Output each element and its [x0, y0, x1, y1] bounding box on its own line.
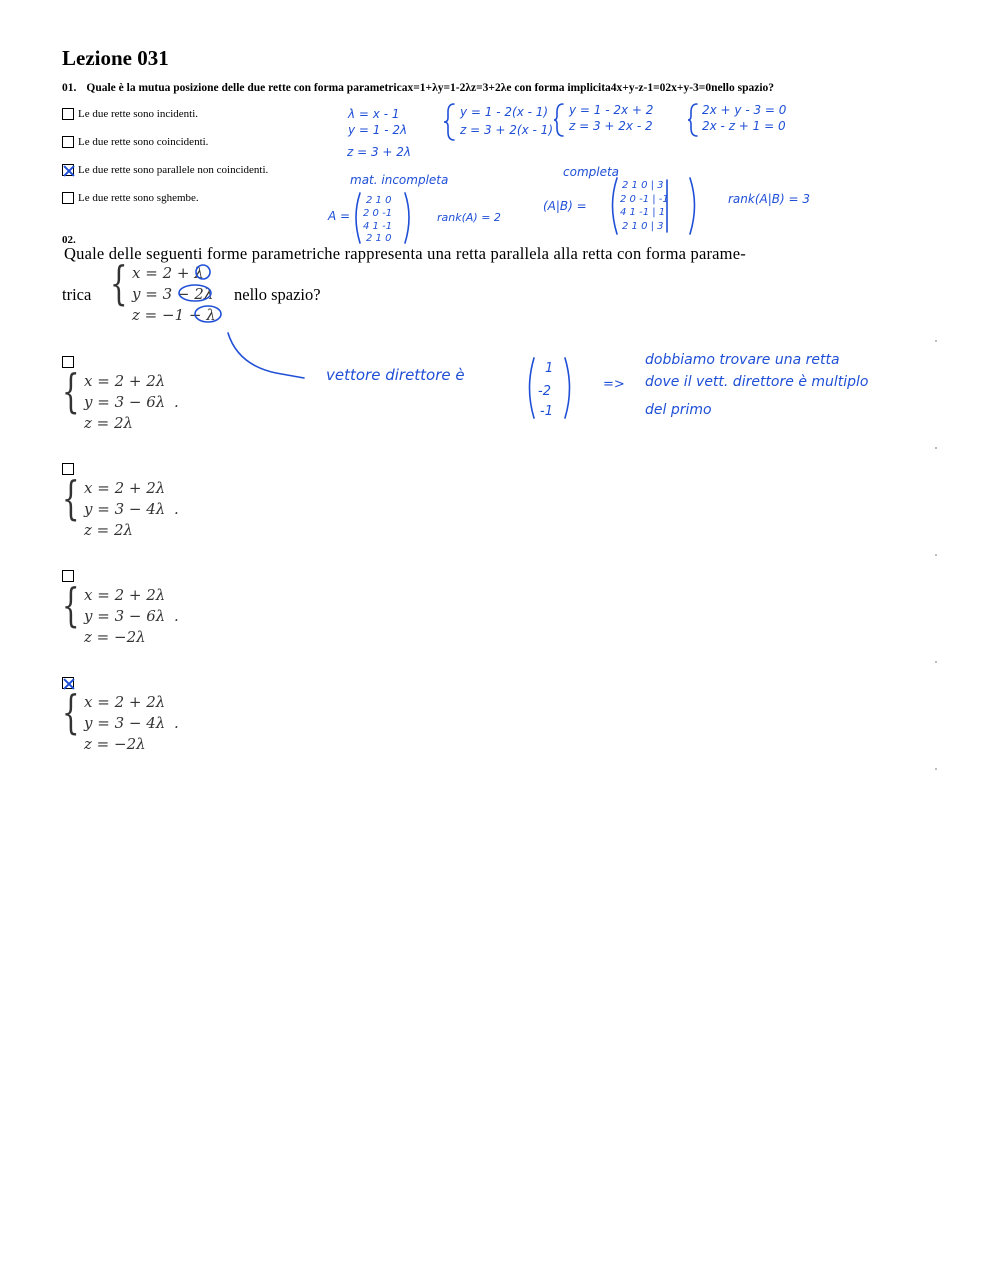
svg-text:2 1 0 | 3: 2 1 0 | 3	[622, 180, 664, 191]
svg-text:2 0 -1 | -1: 2 0 -1 | -1	[620, 194, 669, 205]
q1-option-2-label: Le due rette sono coincidenti.	[78, 136, 209, 148]
svg-text:2 1 0: 2 1 0	[366, 195, 392, 206]
svg-text:-1: -1	[540, 404, 553, 419]
question-2-system: { x = 2 + λ y = 3 − 2λ z = −1 − λ	[110, 256, 216, 324]
hw-vettore: vettore direttore è	[326, 366, 465, 384]
hw-brace	[444, 104, 454, 140]
q1-option-2-checkbox[interactable]	[62, 136, 74, 148]
hw-simpl-y: y = 1 - 2x + 2	[569, 103, 654, 117]
hw-paren	[690, 178, 695, 234]
q2-option-4-line-x: x = 2 + 2λ	[84, 693, 166, 711]
svg-text:-2: -2	[538, 384, 551, 399]
q1-option-3-checkbox[interactable]	[62, 164, 74, 176]
hw-ab-label: (A|B) =	[543, 199, 587, 213]
q2-option-2-line-y: y = 3 − 4λ	[84, 500, 166, 518]
hw-completa: completa	[563, 165, 620, 179]
question-2-text-word: trica	[62, 285, 92, 304]
q2-option-2[interactable]: { x = 2 + 2λ y = 3 − 4λ z = 2λ .	[62, 463, 202, 543]
page-title: Lezione 031	[62, 46, 169, 70]
system-line-x: x = 2 + λ	[132, 264, 204, 282]
question-1	[62, 82, 774, 94]
hw-sub-z: z = 3 + 2(x - 1)	[460, 123, 553, 137]
hw-paren	[356, 193, 360, 243]
hw-sub-y: y = 1 - 2(x - 1)	[460, 105, 549, 119]
hw-rank-a: rank(A) = 2	[437, 211, 501, 224]
q2-option-4-line-z: z = −2λ	[84, 735, 146, 753]
svg-text:4 1 -1: 4 1 -1	[363, 221, 393, 232]
q2-option-2-line-x: x = 2 + 2λ	[84, 479, 166, 497]
hw-impl-1: 2x + y - 3 = 0	[702, 103, 787, 117]
hw-impl-2: 2x - z + 1 = 0	[702, 119, 786, 133]
q1-option-1-label: Le due rette sono incidenti.	[78, 108, 199, 120]
hw-y: y = 1 - 2λ	[348, 123, 408, 137]
hw-note-2: dove il vett. direttore è multiplo	[645, 374, 869, 390]
question-2-text: Quale delle seguenti forme parametriche rappresenta una retta parallela alla retta con forma parame-	[64, 244, 746, 263]
q2-option-3-line-x: x = 2 + 2λ	[84, 586, 166, 604]
q1-option-3-label: Le due rette sono parallele non coincidenti.	[78, 164, 269, 176]
system-line-y: y = 3 − 2λ	[132, 285, 214, 303]
q2-option-3[interactable]: { x = 2 + 2λ y = 3 − 6λ z = −2λ .	[62, 570, 202, 650]
hw-paren	[530, 358, 535, 418]
hw-lambda: λ = x - 1	[348, 107, 400, 121]
hw-note-3: del primo	[645, 402, 712, 418]
q1-option-1-checkbox[interactable]	[62, 108, 74, 120]
svg-text:2 1 0: 2 1 0	[366, 233, 392, 244]
svg-text:2 1 0 | 3: 2 1 0 | 3	[622, 221, 664, 232]
question-1-text: Quale è la mutua posizione delle due rette con forma parametricax=1+λy=1-2λz=3+2λe con forma implicita4x+y-z-1=02x+y-3=0nello spazio?	[86, 82, 775, 94]
system-line-z: z = −1 − λ	[132, 306, 216, 324]
hw-implies: =>	[603, 377, 625, 392]
q2-option-4[interactable]: { x = 2 + 2λ y = 3 − 4λ z = −2λ .	[62, 677, 202, 757]
question-2-text-tail: nello spazio?	[234, 285, 321, 304]
question-2-number: 02.	[62, 234, 76, 246]
margin-mark	[935, 661, 937, 663]
margin-mark	[935, 554, 937, 556]
q2-option-1[interactable]: { x = 2 + 2λ y = 3 − 6λ z = 2λ .	[62, 356, 202, 436]
q1-option-4-checkbox[interactable]	[62, 192, 74, 204]
hw-note-1: dobbiamo trovare una retta	[645, 352, 840, 368]
q1-option-4[interactable]	[62, 192, 199, 204]
q2-option-1-line-y: y = 3 − 6λ	[84, 393, 166, 411]
margin-mark	[935, 447, 937, 449]
svg-text:1: 1	[545, 361, 554, 376]
q2-option-3-line-y: y = 3 − 6λ	[84, 607, 166, 625]
q2-option-1-line-x: x = 2 + 2λ	[84, 372, 166, 390]
q2-option-2-line-z: z = 2λ	[84, 521, 134, 539]
q2-option-4-line-y: y = 3 − 4λ	[84, 714, 166, 732]
question-1-number: 01.	[62, 82, 77, 94]
q2-option-3-line-z: z = −2λ	[84, 628, 146, 646]
hw-a-label: A =	[328, 209, 351, 223]
hw-paren	[613, 178, 618, 234]
hw-z: z = 3 + 2λ	[347, 145, 412, 159]
hw-paren	[405, 193, 409, 243]
hw-simpl-z: z = 3 + 2x - 2	[569, 119, 653, 133]
margin-mark	[935, 768, 937, 770]
q2-option-1-line-z: z = 2λ	[84, 414, 134, 432]
hw-brace	[554, 104, 563, 136]
svg-text:2 0 -1: 2 0 -1	[363, 208, 393, 219]
margin-mark	[935, 340, 937, 342]
hw-paren	[565, 358, 570, 418]
hw-brace	[688, 104, 697, 136]
hw-rank-ab: rank(A|B) = 3	[728, 192, 811, 206]
hw-mat-incompleta: mat. incompleta	[350, 173, 449, 187]
q1-option-1[interactable]	[62, 108, 198, 120]
svg-text:4 1 -1 | 1: 4 1 -1 | 1	[620, 207, 666, 218]
q1-option-3[interactable]	[62, 164, 268, 176]
hw-arrow	[228, 333, 304, 378]
q1-option-4-label: Le due rette sono sghembe.	[78, 192, 199, 204]
q1-option-2[interactable]	[62, 136, 208, 148]
